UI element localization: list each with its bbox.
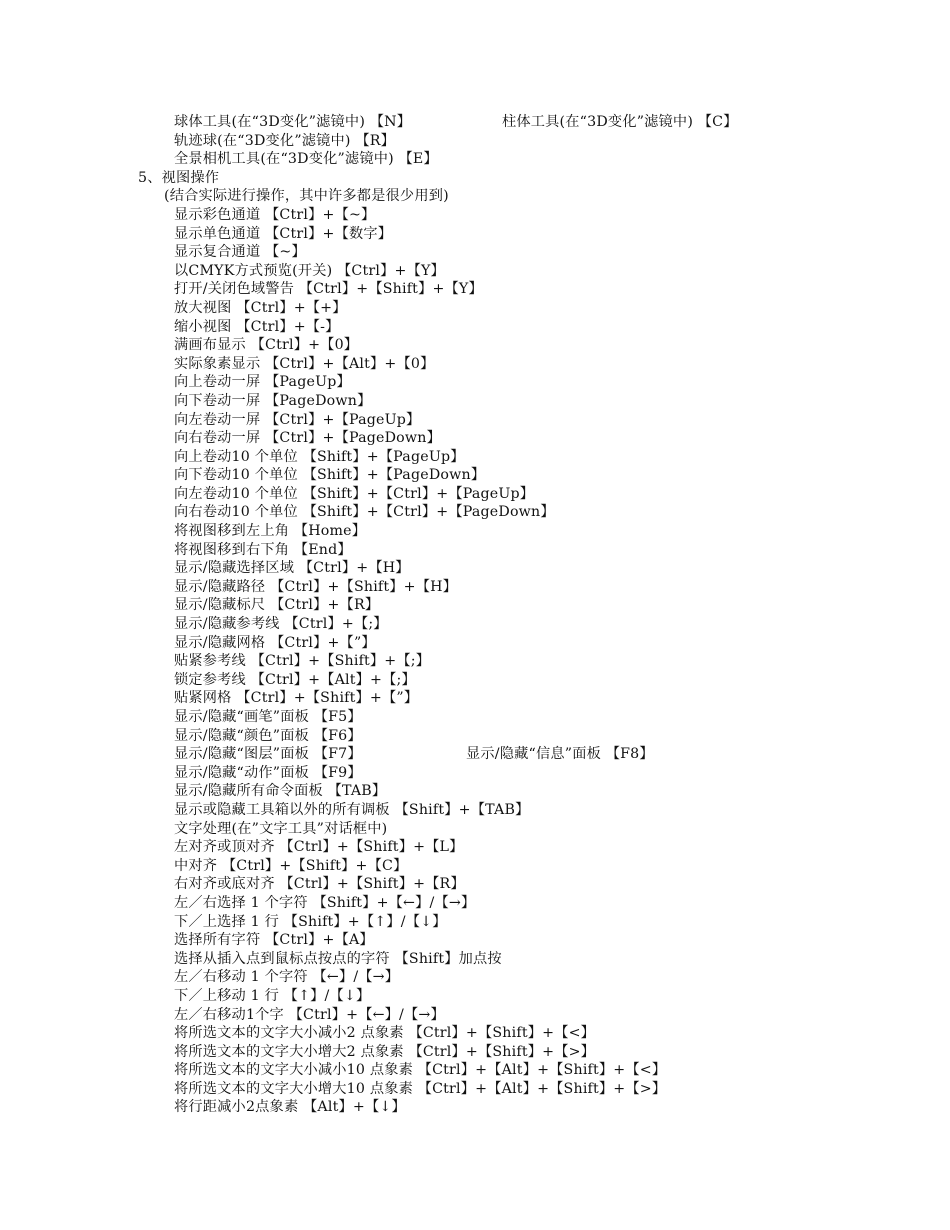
text-line xyxy=(0,299,950,318)
text-line xyxy=(0,243,950,262)
text-line xyxy=(0,411,950,430)
line-text: 将视图移到右下角 【End】 xyxy=(174,541,352,558)
text-line xyxy=(0,262,950,281)
line-text: 缩小视图 【Ctrl】+【-】 xyxy=(174,318,340,335)
text-line xyxy=(0,727,950,746)
line-text: 显示/隐藏路径 【Ctrl】+【Shift】+【H】 xyxy=(174,578,458,595)
text-line xyxy=(0,950,950,969)
line-text: 将所选文本的文字大小增大2 点象素 【Ctrl】+【Shift】+【>】 xyxy=(174,1043,596,1060)
text-line xyxy=(0,373,950,392)
text-line xyxy=(0,132,950,151)
text-line xyxy=(0,280,950,299)
text-line xyxy=(0,820,950,839)
line-text: 显示/隐藏“动作”面板 【F9】 xyxy=(174,764,362,781)
line-text: 显示复合通道 【~】 xyxy=(174,244,306,261)
line-text: 显示/隐藏所有命令面板 【TAB】 xyxy=(174,783,387,800)
text-line xyxy=(0,652,950,671)
line-text: 显示彩色通道 【Ctrl】+【~】 xyxy=(174,206,376,223)
line-text: 将所选文本的文字大小增大10 点象素 【Ctrl】+【Alt】+【Shift】+【>】 xyxy=(174,1080,667,1097)
line-text: 左／右移动 1 个字符 【←】/【→】 xyxy=(174,969,400,986)
text-line xyxy=(0,559,950,578)
line-text: 左／右选择 1 个字符 【Shift】+【←】/【→】 xyxy=(174,894,476,911)
line-text: 显示/隐藏“颜色”面板 【F6】 xyxy=(174,727,362,744)
text-line xyxy=(0,448,950,467)
text-line xyxy=(0,522,950,541)
line-text: 显示/隐藏“图层”面板 【F7】 xyxy=(174,746,362,763)
text-line xyxy=(0,931,950,950)
line-text: 显示/隐藏选择区域 【Ctrl】+【H】 xyxy=(174,560,410,577)
text-line xyxy=(0,857,950,876)
line-text: 右对齐或底对齐 【Ctrl】+【Shift】+【R】 xyxy=(174,876,465,893)
text-line xyxy=(0,801,950,820)
text-line xyxy=(0,615,950,634)
text-line xyxy=(0,745,950,764)
text-line xyxy=(0,150,950,169)
line-text: 显示/隐藏参考线 【Ctrl】+【;】 xyxy=(174,616,388,633)
line-text: 以CMYK方式预览(开关) 【Ctrl】+【Y】 xyxy=(174,262,445,279)
line-text: 显示/隐藏“画笔”面板 【F5】 xyxy=(174,709,362,725)
line-text: 显示单色通道 【Ctrl】+【数字】 xyxy=(174,225,393,242)
line-text: 打开/关闭色域警告 【Ctrl】+【Shift】+【Y】 xyxy=(174,281,483,298)
line-text: 5、视图操作 xyxy=(138,169,220,186)
text-line xyxy=(0,708,950,727)
line-text: 左／右移动1个字 【Ctrl】+【←】/【→】 xyxy=(174,1006,445,1023)
text-line xyxy=(0,318,950,337)
line-text: 向左卷动10 个单位 【Shift】+【Ctrl】+【PageUp】 xyxy=(174,485,535,502)
document-page xyxy=(0,113,950,1117)
line-text-second-column: 显示/隐藏“信息”面板 【F8】 xyxy=(466,746,654,763)
text-line xyxy=(0,541,950,560)
line-text: 向下卷动10 个单位 【Shift】+【PageDown】 xyxy=(174,467,486,484)
line-text: 显示/隐藏网格 【Ctrl】+【”】 xyxy=(174,634,376,651)
text-line xyxy=(0,1024,950,1043)
text-line xyxy=(0,485,950,504)
line-text: 将视图移到左上角 【Home】 xyxy=(174,523,367,540)
line-text-second-column: 柱体工具(在“3D变化”滤镜中) 【C】 xyxy=(502,114,738,130)
text-line xyxy=(0,466,950,485)
text-line xyxy=(0,187,950,206)
text-line xyxy=(0,671,950,690)
line-text: 实际象素显示 【Ctrl】+【Alt】+【0】 xyxy=(174,355,435,372)
text-line xyxy=(0,894,950,913)
text-line xyxy=(0,634,950,653)
text-line xyxy=(0,392,950,411)
line-text: 左对齐或顶对齐 【Ctrl】+【Shift】+【L】 xyxy=(174,839,464,856)
line-text: (结合实际进行操作，其中许多都是很少用到) xyxy=(164,188,449,205)
line-text: 锁定参考线 【Ctrl】+【Alt】+【;】 xyxy=(174,671,416,688)
line-text: 轨迹球(在“3D变化”滤镜中) 【R】 xyxy=(174,132,396,149)
text-line xyxy=(0,968,950,987)
line-text: 选择所有字符 【Ctrl】+【A】 xyxy=(174,932,374,949)
text-line xyxy=(0,987,950,1006)
line-text: 向左卷动一屏 【Ctrl】+【PageUp】 xyxy=(174,411,421,428)
line-text: 球体工具(在“3D变化”滤镜中) 【N】 xyxy=(174,114,412,130)
line-text: 将所选文本的文字大小减小2 点象素 【Ctrl】+【Shift】+【<】 xyxy=(174,1025,596,1042)
text-line xyxy=(0,578,950,597)
text-line xyxy=(0,429,950,448)
text-line xyxy=(0,1061,950,1080)
text-line xyxy=(0,689,950,708)
text-line xyxy=(0,764,950,783)
line-text: 文字处理(在”文字工具”对话框中) xyxy=(174,820,388,837)
line-text: 向上卷动一屏 【PageUp】 xyxy=(174,374,351,391)
text-line xyxy=(0,503,950,522)
line-text: 下／上移动 1 行 【↑】/【↓】 xyxy=(174,987,371,1004)
text-line xyxy=(0,838,950,857)
line-text: 将所选文本的文字大小减小10 点象素 【Ctrl】+【Alt】+【Shift】+【<】 xyxy=(174,1062,667,1079)
line-text: 中对齐 【Ctrl】+【Shift】+【C】 xyxy=(174,857,408,874)
line-text: 贴紧网格 【Ctrl】+【Shift】+【”】 xyxy=(174,690,419,707)
text-line xyxy=(0,206,950,225)
text-line xyxy=(0,782,950,801)
line-text: 将行距减小2点象素 【Alt】+【↓】 xyxy=(174,1099,406,1116)
text-line xyxy=(0,225,950,244)
line-text: 满画布显示 【Ctrl】+【0】 xyxy=(174,337,359,354)
line-text: 选择从插入点到鼠标点按点的字符 【Shift】加点按 xyxy=(174,950,502,967)
text-line xyxy=(0,1006,950,1025)
text-line xyxy=(0,1080,950,1099)
text-line xyxy=(0,596,950,615)
text-line xyxy=(0,355,950,374)
text-line xyxy=(0,875,950,894)
text-line xyxy=(0,336,950,355)
line-text: 放大视图 【Ctrl】+【+】 xyxy=(174,299,347,316)
line-text: 全景相机工具(在“3D变化”滤镜中) 【E】 xyxy=(174,151,438,168)
line-text: 下／上选择 1 行 【Shift】+【↑】/【↓】 xyxy=(174,913,447,930)
text-line xyxy=(0,113,950,132)
text-line xyxy=(0,1043,950,1062)
text-line xyxy=(0,913,950,932)
line-text: 贴紧参考线 【Ctrl】+【Shift】+【;】 xyxy=(174,653,431,670)
line-text: 向上卷动10 个单位 【Shift】+【PageUp】 xyxy=(174,448,465,465)
line-text: 向下卷动一屏 【PageDown】 xyxy=(174,392,372,409)
line-text: 显示或隐藏工具箱以外的所有调板 【Shift】+【TAB】 xyxy=(174,801,530,818)
text-line xyxy=(0,169,950,188)
line-text: 显示/隐藏标尺 【Ctrl】+【R】 xyxy=(174,597,380,614)
line-text: 向右卷动10 个单位 【Shift】+【Ctrl】+【PageDown】 xyxy=(174,504,555,521)
text-line xyxy=(0,1098,950,1117)
line-text: 向右卷动一屏 【Ctrl】+【PageDown】 xyxy=(174,430,441,447)
